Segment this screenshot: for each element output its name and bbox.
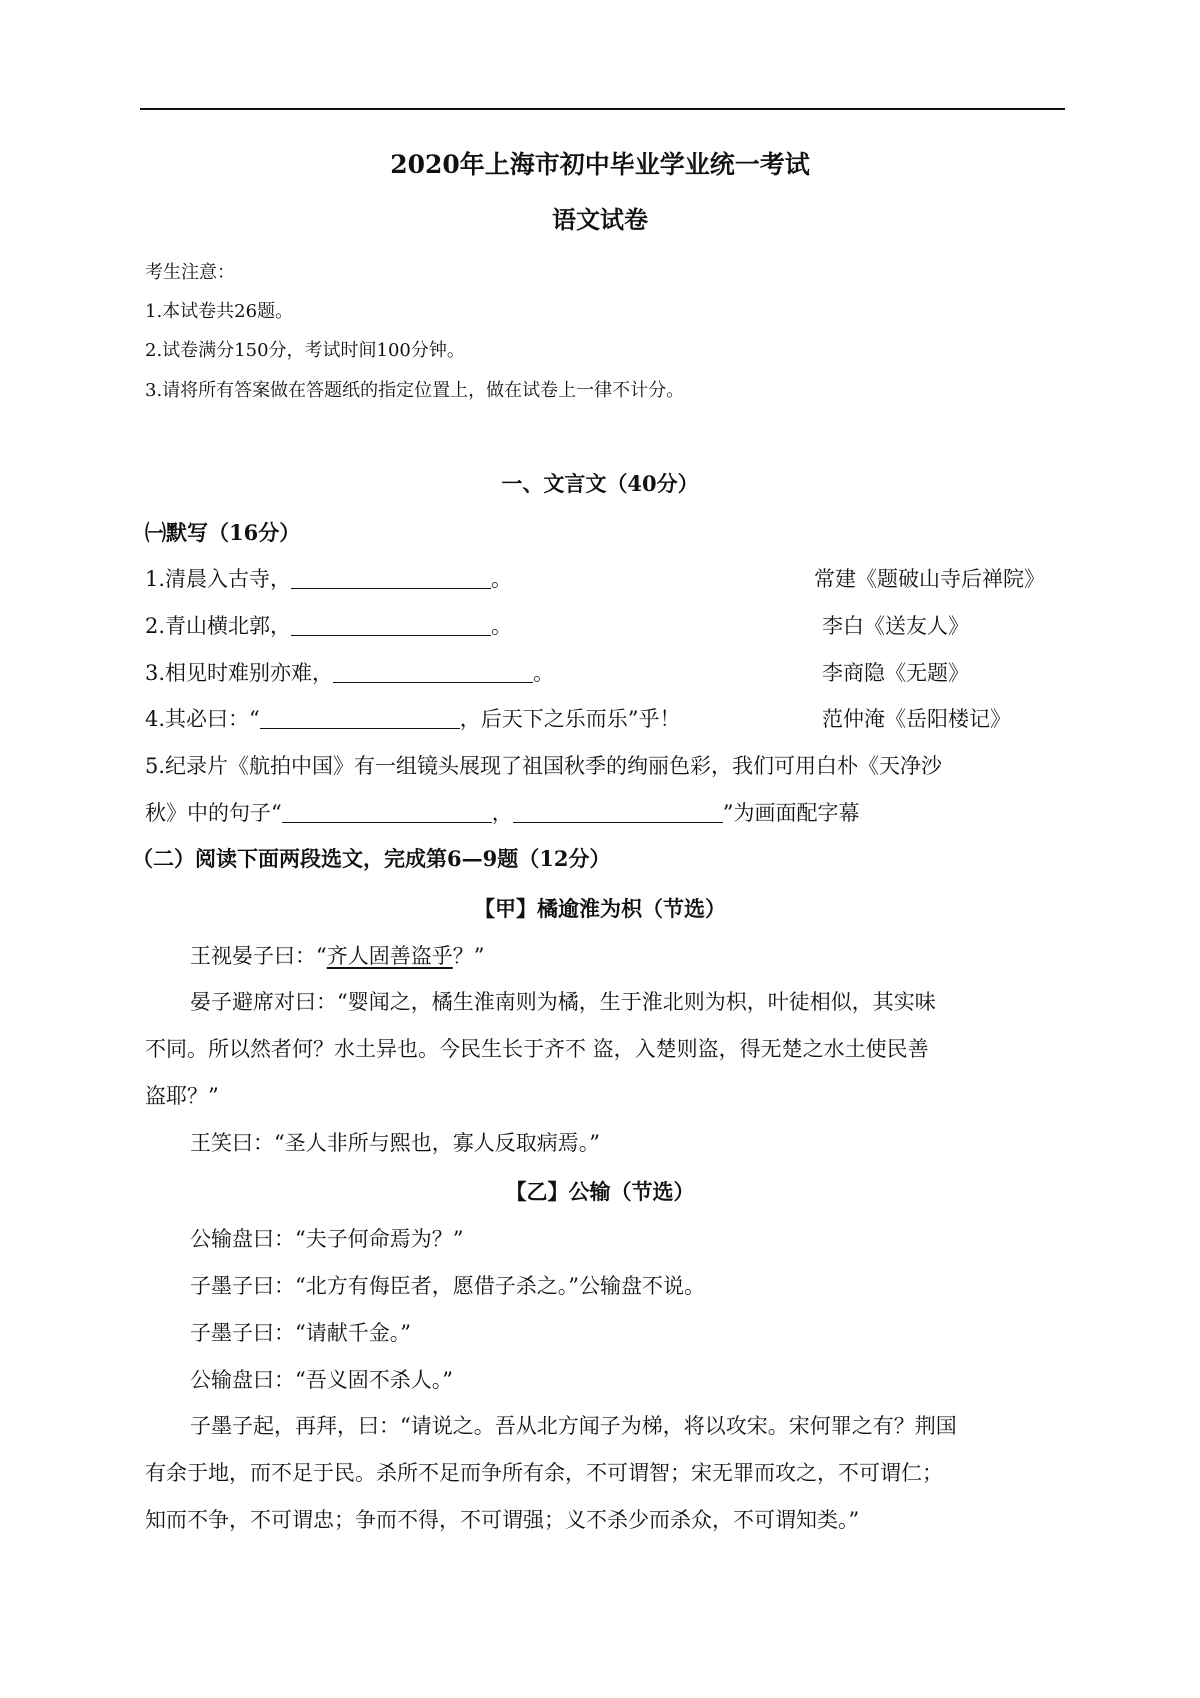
question-3: 3.相见时难别亦难， 。 xyxy=(145,661,555,685)
answer-blank[interactable] xyxy=(291,568,491,589)
jia-paragraph-2-line-3: 盗耶？” xyxy=(145,1084,219,1108)
question-4: 4.其必曰：“ ，后天下之乐而乐”乎！ xyxy=(145,707,681,731)
part2-title: （二）阅读下面两段选文，完成第6—9题（12分） xyxy=(132,846,611,871)
passage-jia-title: 【甲】橘逾淮为枳（节选） xyxy=(474,896,726,921)
author-1: 常建《题破山寺后禅院》 xyxy=(814,567,1045,591)
question-1: 1.清晨入古寺， 。 xyxy=(145,567,513,591)
underlined-phrase: 齐人固善盗乎 xyxy=(326,944,453,968)
answer-blank[interactable] xyxy=(513,802,723,823)
answer-blank[interactable] xyxy=(260,708,460,729)
notice-heading: 考生注意： xyxy=(145,262,235,283)
notice-item-2: 2.试卷满分150分，考试时间100分钟。 xyxy=(145,340,465,361)
yi-paragraph-5-line-2: 有余于地，而不足于民。杀所不足而争所有余，不可谓智；宋无罪而攻之，不可谓仁； xyxy=(145,1461,943,1485)
notice-item-3: 3.请将所有答案做在答题纸的指定位置上，做在试卷上一律不计分。 xyxy=(145,380,685,401)
jia-paragraph-2-line-2: 不同。所以然者何？水土异也。今民生长于齐不 盗，入楚则盗，得无楚之水土使民善 xyxy=(145,1037,929,1061)
jia-paragraph-3: 王笑曰：“圣人非所与熙也，寡人反取病焉。” xyxy=(190,1131,600,1155)
question-5-line-1: 5.纪录片《航拍中国》有一组镜头展现了祖国秋季的绚丽色彩，我们可用白朴《天净沙 xyxy=(145,754,943,778)
yi-paragraph-2: 子墨子曰：“北方有侮臣者，愿借子杀之。”公输盘不说。 xyxy=(190,1274,705,1298)
jia-paragraph-1: 王视晏子曰：“齐人固善盗乎？” xyxy=(190,944,485,968)
answer-blank[interactable] xyxy=(333,662,533,683)
exam-subtitle: 语文试卷 xyxy=(552,205,648,234)
yi-paragraph-5-line-3: 知而不争，不可谓忠；争而不得，不可谓强；义不杀少而杀众，不可谓知类。” xyxy=(145,1508,860,1532)
yi-paragraph-3: 子墨子曰：“请献千金。” xyxy=(190,1321,411,1345)
yi-paragraph-5-line-1: 子墨子起，再拜，曰：“请说之。吾从北方闻子为梯，将以攻宋。宋何罪之有？荆国 xyxy=(190,1414,957,1438)
notice-item-1: 1.本试卷共26题。 xyxy=(145,301,294,322)
passage-yi-title: 【乙】公输（节选） xyxy=(505,1179,695,1204)
part1-title: ㈠默写（16分） xyxy=(145,520,301,545)
exam-title: 2020年上海市初中毕业学业统一考试 xyxy=(390,150,810,179)
top-rule xyxy=(140,108,1065,110)
section-title: 一、文言文（40分） xyxy=(501,471,699,496)
answer-blank[interactable] xyxy=(282,802,492,823)
question-2: 2.青山横北郭， 。 xyxy=(145,614,513,638)
author-3: 李商隐《无题》 xyxy=(822,661,969,685)
jia-paragraph-2-line-1: 晏子避席对曰：“婴闻之，橘生淮南则为橘，生于淮北则为枳，叶徒相似，其实味 xyxy=(190,990,936,1014)
author-2: 李白《送友人》 xyxy=(822,614,969,638)
yi-paragraph-4: 公输盘曰：“吾义固不杀人。” xyxy=(190,1368,453,1392)
question-5-line-2: 秋》中的句子“ ， ”为画面配字幕 xyxy=(145,801,860,825)
yi-paragraph-1: 公输盘曰：“夫子何命焉为？” xyxy=(190,1227,464,1251)
author-4: 范仲淹《岳阳楼记》 xyxy=(822,707,1011,731)
answer-blank[interactable] xyxy=(291,615,491,636)
